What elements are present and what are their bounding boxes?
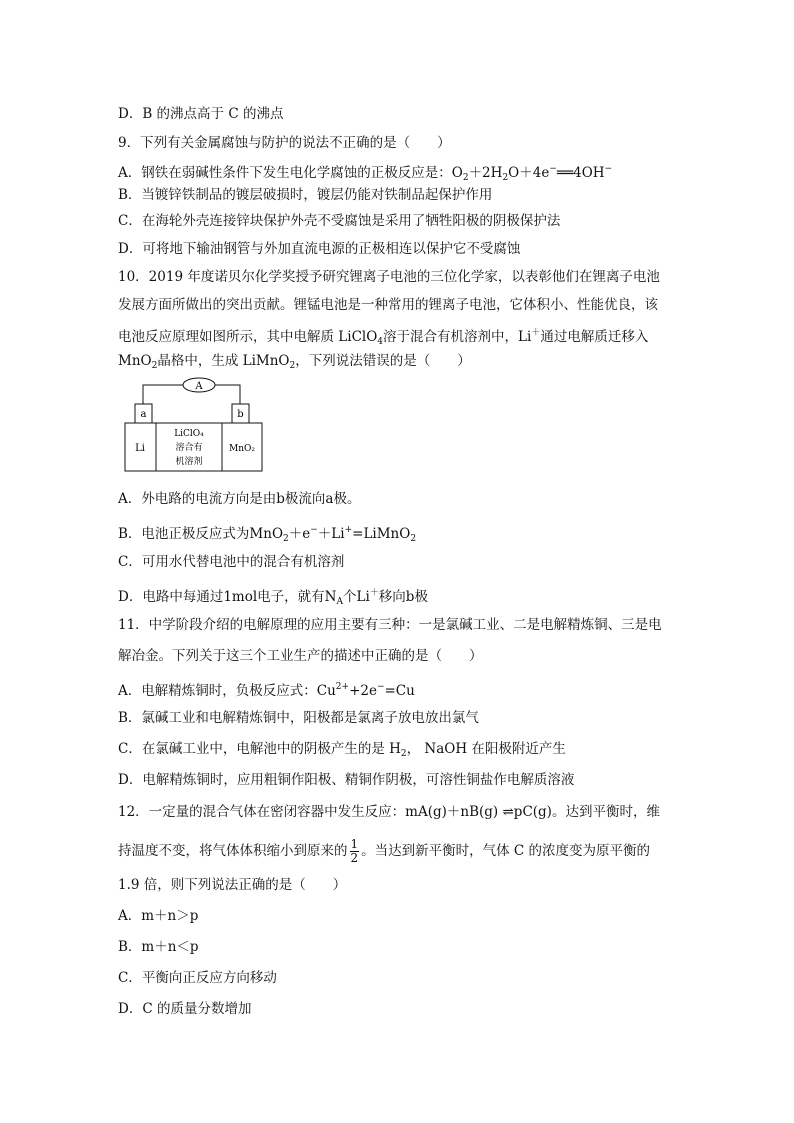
- q11-option-c: [118, 740, 566, 763]
- q10-option-c: [118, 553, 344, 571]
- q9-a-text: A．钢铁在弱碱性条件下发生电化学腐蚀的正极反应是：O: [118, 165, 463, 181]
- q10-d-pre: D．电路中每通过1mol电子，就有N: [118, 589, 337, 605]
- q10-option-d: [118, 584, 428, 611]
- q11-a-end: =Cu: [384, 683, 415, 699]
- q10-l4-pre: MnO: [118, 353, 152, 369]
- q10-l3-pre: 电池反应原理如图所示，其中电解质 LiClO: [118, 329, 378, 345]
- q12-d-text: D．C 的质量分数增加: [118, 1001, 252, 1017]
- q10-c-text: C．可用水代替电池中的混合有机溶剂: [118, 554, 345, 570]
- q10-b-pre: B．电池正极反应式为MnO: [118, 526, 284, 542]
- q8-option-d: [118, 105, 283, 123]
- q8-option-d-text: D．B 的沸点高于 C 的沸点: [118, 106, 284, 122]
- q12-c-text: C．平衡向正反应方向移动: [118, 970, 277, 986]
- q12-l1: 12．一定量的混合气体在密闭容器中发生反应：mA(g)＋nB(g) ⇌pC(g)。达到平衡时，维: [118, 804, 660, 820]
- q12-stem-line2: [118, 838, 650, 865]
- q10-d-sub: A: [336, 597, 343, 607]
- battery-diagram: [122, 376, 272, 476]
- electrolyte-label-3: 机溶剂: [175, 457, 203, 467]
- q9-option-a: [118, 160, 612, 187]
- q10-d-mid: 个Li: [342, 589, 370, 605]
- q12-stem-line1: [118, 803, 660, 821]
- electrolyte-label-1: LiClO₄: [174, 429, 204, 439]
- q12-stem-line3: [118, 876, 346, 894]
- q10-b-mid3: =LiMnO: [352, 526, 411, 542]
- q10-l3-sup: ＋: [531, 328, 541, 338]
- fraction-denominator: 2: [350, 851, 359, 865]
- q10-l3-sub: 4: [377, 337, 384, 347]
- cathode-mno2-label: MnO₂: [229, 444, 255, 454]
- q12-l2-post: 。当达到新平衡时，气体 C 的浓度变为原平衡的: [361, 843, 651, 859]
- q10-stem-line1: [118, 268, 660, 286]
- q9-a-mid1: ＋2H: [468, 165, 503, 181]
- q11-stem-line2: [118, 647, 483, 665]
- q12-l3: 1.9 倍，则下列说法正确的是（ ）: [118, 877, 347, 893]
- q11-a-pre: A．电解精炼铜时，负极反应式：Cu: [118, 683, 336, 699]
- q11-c-post: ， NaOH 在阳极附近产生: [406, 741, 566, 757]
- q10-b-sup1: −: [310, 525, 318, 535]
- q10-option-b: [118, 521, 416, 548]
- q10-a-text: A．外电路的电流方向是由b极流向a极。: [118, 491, 361, 507]
- q9-a-sup2: −: [604, 164, 613, 174]
- q10-l3-post: 通过电解质迁移入: [540, 329, 649, 345]
- q10-b-sup2: +: [344, 525, 353, 535]
- q9-a-mid2: O＋4e: [508, 165, 550, 181]
- q11-c-pre: C．在氯碱工业中，电解池中的阴极产生的是 H: [118, 741, 401, 757]
- q11-option-d: [118, 771, 574, 789]
- q11-a-post: +2e: [349, 683, 377, 699]
- electrolyte-label-2: 溶合有: [175, 443, 203, 453]
- q10-d-sup: ＋: [369, 588, 379, 598]
- q9-option-d: [118, 240, 520, 258]
- anode-li-label: Li: [135, 443, 145, 454]
- q11-a-sup2: −: [376, 682, 385, 692]
- q11-option-a: [118, 678, 415, 700]
- q10-l2: 发展方面所做出的突出贡献。锂锰电池是一种常用的锂离子电池，它体积小、性能优良，该: [118, 297, 658, 313]
- fraction-one-half: [350, 838, 360, 865]
- q9-option-b: [118, 186, 492, 204]
- q11-option-b: [118, 709, 479, 727]
- q9-b-text: B．当镀锌铁制品的镀层破损时，镀层仍能对铁制品起保护作用: [118, 187, 493, 203]
- q10-l4-mid: 晶格中，生成 LiMnO: [157, 353, 290, 369]
- q11-c-sub: 2: [400, 749, 407, 759]
- q10-b-sub1: 2: [283, 534, 289, 544]
- q11-l2: 解冶金。下列关于这三个工业生产的描述中正确的是（ ）: [118, 648, 483, 664]
- q12-l2-pre: 持温度不变，将气体体积缩小到原来的: [118, 843, 348, 859]
- q10-l1: 10．2019 年度诺贝尔化学奖授予研究锂离子电池的三位化学家，以表彰他们在锂离子电池: [118, 269, 660, 285]
- q9-a-sub: 2: [462, 173, 469, 183]
- q10-b-mid2: ＋Li: [317, 526, 345, 542]
- q10-l4-post: ，下列说法错误的是（ ）: [295, 353, 471, 369]
- q11-d-text: D．电解精炼铜时，应用粗铜作阳极、精铜作阴极，可溶性铜盐作电解质溶液: [118, 772, 575, 788]
- q11-b-text: B．氯碱工业和电解精炼铜中，阳极都是氯离子放电放出氯气: [118, 710, 479, 726]
- q12-a-text: A．m＋n＞p: [118, 908, 199, 924]
- ammeter-label: A: [195, 381, 203, 392]
- q12-b-text: B．m＋n＜p: [118, 939, 199, 955]
- q10-l3-mid: 溶于混合有机溶剂中，Li: [383, 329, 532, 345]
- q9-d-text: D．可将地下输油钢管与外加直流电源的正极相连以保护它不受腐蚀: [118, 241, 521, 257]
- electrode-a-label: a: [140, 409, 147, 420]
- q11-stem-line1: [118, 616, 662, 634]
- q10-stem-line4: [118, 352, 471, 375]
- q10-d-post: 移向b极: [378, 589, 428, 605]
- q12-option-d: [118, 1000, 251, 1018]
- q12-option-b: [118, 938, 199, 956]
- q11-a-sup: 2+: [335, 682, 350, 692]
- q10-b-sub2: 2: [410, 534, 417, 544]
- q12-option-c: [118, 969, 277, 987]
- q9-a-mid3: ══4OH: [556, 165, 605, 181]
- q9-stem-text: 9．下列有关金属腐蚀与防护的说法不正确的是（ ）: [118, 135, 451, 151]
- q10-b-mid: ＋e: [288, 526, 311, 542]
- q10-stem-line3: [118, 324, 648, 351]
- q10-l4-sub1: 2: [151, 361, 158, 371]
- q9-a-sub2: 2: [502, 173, 509, 183]
- q11-l1: 11．中学阶段介绍的电解原理的应用主要有三种：一是氯碱工业、二是电解精炼铜、三是电: [118, 617, 662, 633]
- q12-option-a: [118, 907, 198, 925]
- q9-stem: [118, 134, 451, 152]
- q9-option-c: [118, 212, 560, 230]
- q9-c-text: C．在海轮外壳连接锌块保护外壳不受腐蚀是采用了牺牲阳极的阴极保护法: [118, 213, 561, 229]
- q9-a-sup1: −: [549, 164, 557, 174]
- electrode-b-label: b: [237, 409, 244, 420]
- fraction-numerator: 1: [350, 837, 359, 851]
- q10-option-a: [118, 490, 360, 508]
- q10-stem-line2: [118, 296, 658, 314]
- q10-l4-sub2: 2: [289, 361, 296, 371]
